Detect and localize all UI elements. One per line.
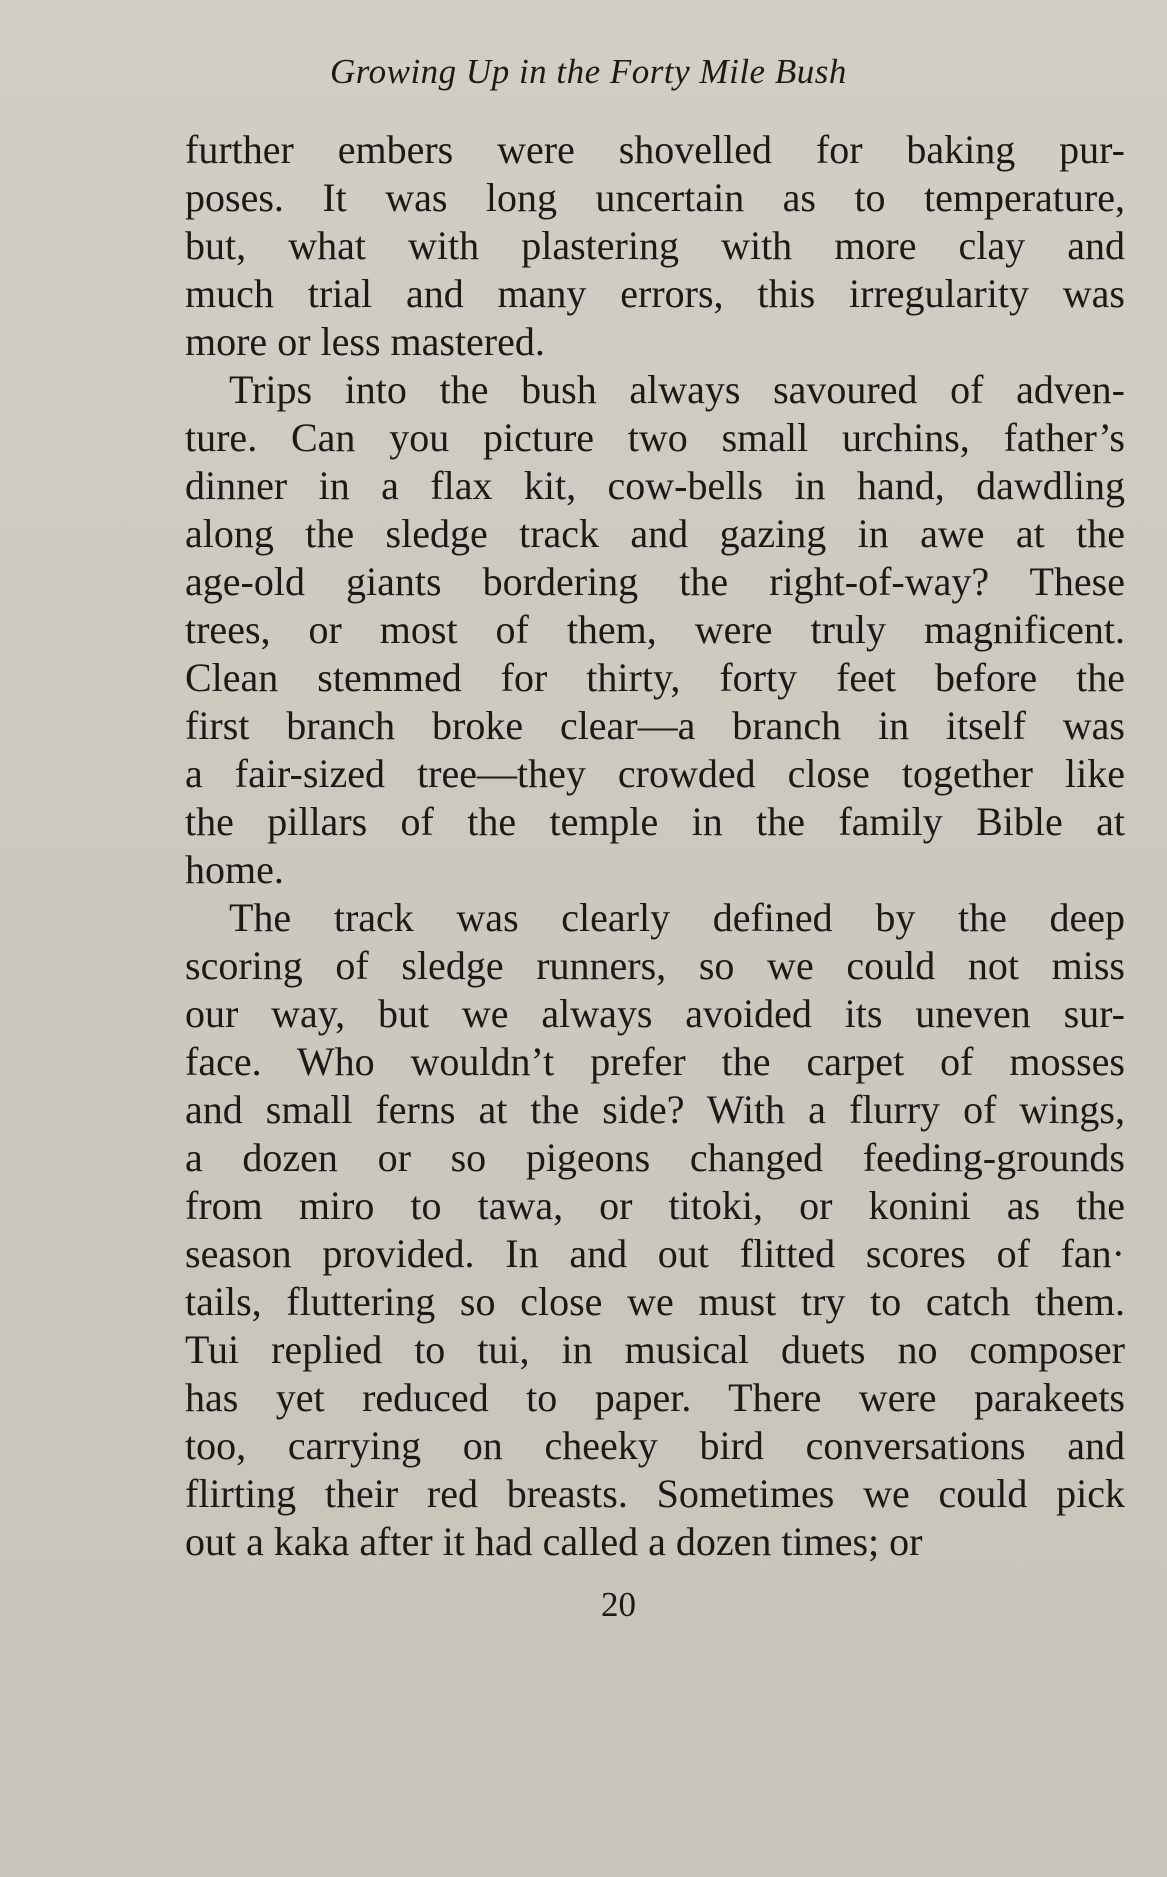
- running-head: Growing Up in the Forty Mile Bush: [330, 52, 847, 91]
- paragraph: [185, 366, 1125, 894]
- text-line: out a kaka after it had called a dozen times; or: [185, 1519, 923, 1564]
- text-line: first branch broke clear—a branch in itself was: [185, 703, 1125, 748]
- paragraph: [185, 894, 1125, 1566]
- text-line: much trial and many errors, this irregularity was: [185, 271, 1125, 316]
- text-line: Clean stemmed for thirty, forty feet before the: [185, 655, 1125, 700]
- text-line: flirting their red breasts. Sometimes we could pick: [185, 1471, 1125, 1516]
- text-line: our way, but we always avoided its uneven sur-: [185, 991, 1125, 1036]
- text-line: Trips into the bush always savoured of adven-: [229, 367, 1125, 412]
- paragraph: [185, 126, 1125, 366]
- text-line: scoring of sledge runners, so we could not miss: [185, 943, 1125, 988]
- text-line: poses. It was long uncertain as to temperature,: [185, 175, 1125, 220]
- text-line: a dozen or so pigeons changed feeding-grounds: [185, 1135, 1125, 1180]
- text-line: along the sledge track and gazing in awe at the: [185, 511, 1125, 556]
- text-line: face. Who wouldn’t prefer the carpet of mosses: [185, 1039, 1125, 1084]
- text-line: ture. Can you picture two small urchins, father’s: [185, 415, 1125, 460]
- text-line: but, what with plastering with more clay and: [185, 223, 1125, 268]
- page-number: 20: [601, 1585, 636, 1624]
- text-line: tails, fluttering so close we must try to catch them.: [185, 1279, 1125, 1324]
- text-line: age-old giants bordering the right-of-way? These: [185, 559, 1125, 604]
- text-line: The track was clearly defined by the deep: [229, 895, 1125, 940]
- body-text: [185, 126, 1125, 1566]
- text-line: season provided. In and out flitted scores of fan·: [185, 1231, 1125, 1276]
- text-line: and small ferns at the side? With a flurry of wings,: [185, 1087, 1125, 1132]
- text-line: home.: [185, 847, 284, 892]
- text-line: too, carrying on cheeky bird conversations and: [185, 1423, 1125, 1468]
- text-line: trees, or most of them, were truly magnificent.: [185, 607, 1125, 652]
- text-line: further embers were shovelled for baking pur-: [185, 127, 1125, 172]
- text-line: dinner in a flax kit, cow-bells in hand, dawdling: [185, 463, 1125, 508]
- text-line: has yet reduced to paper. There were parakeets: [185, 1375, 1125, 1420]
- text-line: a fair-sized tree—they crowded close together like: [185, 751, 1125, 796]
- text-line: more or less mastered.: [185, 319, 545, 364]
- text-line: from miro to tawa, or titoki, or konini as the: [185, 1183, 1125, 1228]
- text-line: Tui replied to tui, in musical duets no composer: [185, 1327, 1125, 1372]
- text-line: the pillars of the temple in the family Bible at: [185, 799, 1125, 844]
